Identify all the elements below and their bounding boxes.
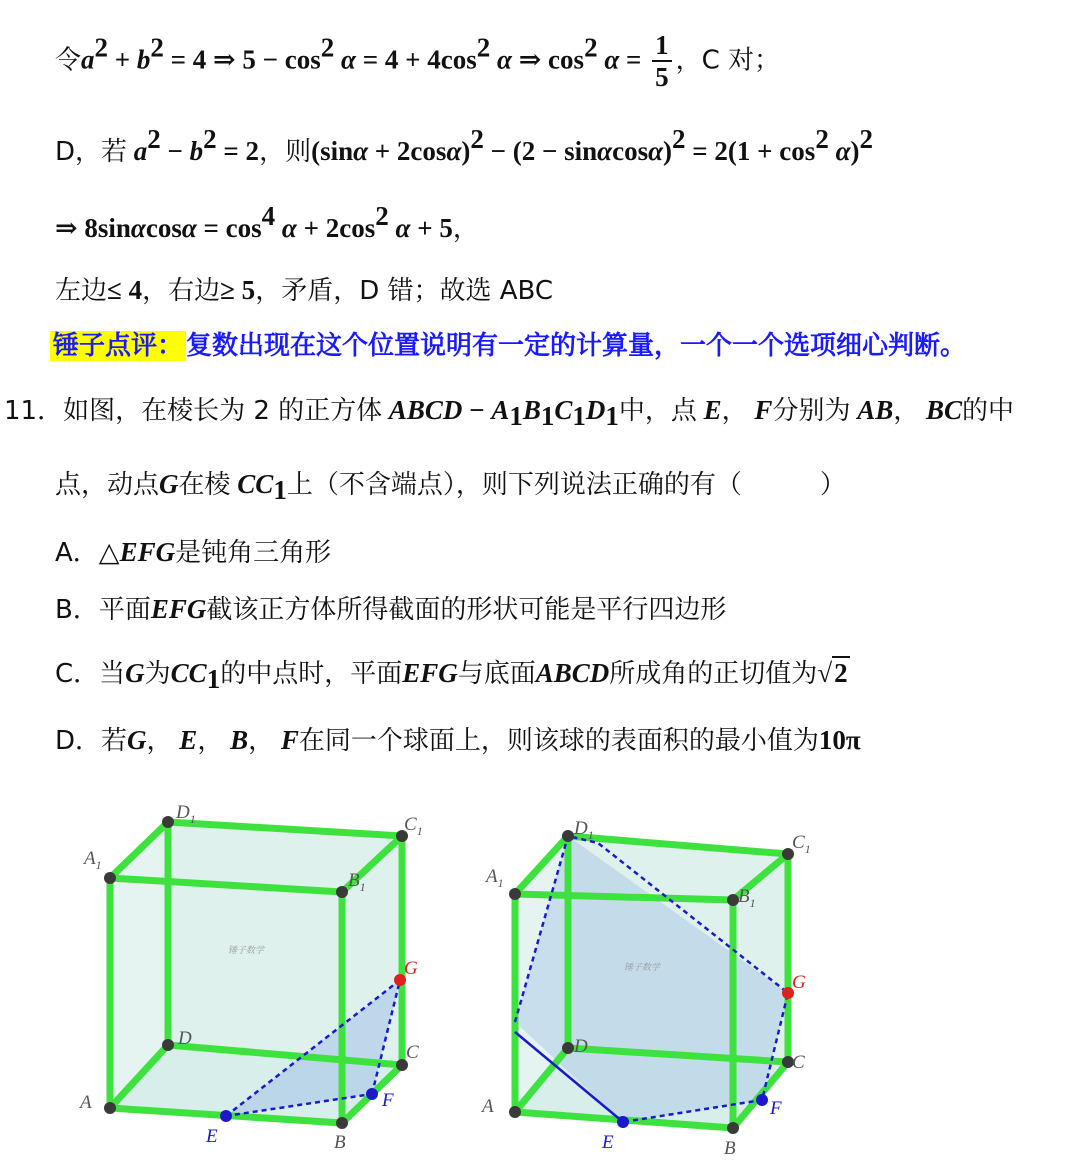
solution-line-2: D，若 $a^2 - b^2 = 2$，则$(\sin\alpha + 2\cos\alpha)^2 - (2 - \sin\alpha\cos\alpha)^2 = 2(1 + \cos^2 \alpha)^2$: [55, 124, 873, 167]
comment-line: [50, 328, 966, 364]
point-e: [617, 1116, 629, 1128]
svg-text:C: C: [792, 1052, 805, 1073]
option-d: D．若G， E， B， F在同一个球面上，则该球的表面积的最小值为10π: [55, 725, 861, 756]
svg-text:D: D: [574, 1036, 588, 1057]
svg-text:A1: $A_1$: [486, 866, 504, 890]
option-a: A．△EFG是钝角三角形: [55, 537, 332, 568]
figure-cube-right: [470, 810, 870, 1165]
svg-text:D1: $D_1$: [176, 802, 196, 826]
point-e: [220, 1110, 232, 1122]
comment-text: 复数出现在这个位置说明有一定的计算量，一个一个选项细心判断。: [186, 331, 967, 361]
solution-line-3: ⇒ $8\sin\alpha\cos\alpha = \cos^4 \alpha + 2\cos^2$ α + 5，: [55, 201, 479, 244]
svg-text:B1: $B_1$: [348, 870, 366, 894]
sqrt-two: √2: [817, 658, 848, 688]
point-f: [756, 1094, 768, 1106]
question-11-line-2: 点，动点G在棱 $CC_1$上（不含端点），则下列说法正确的有（ ）: [55, 469, 846, 505]
watermark: 锤子数学: [624, 963, 661, 973]
solution-line-1: 令$a^2 + b^2 = 4$ ⇒ $5 - \cos^2 \alpha = 4 + 4\cos^2$ α ⇒ $\cos^2 \alpha$ = $\frac{1}{5}$ ，C 对；: [55, 30, 781, 92]
svg-text:A1: $A_1$: [84, 848, 102, 872]
option-b: B．平面EFG截该正方体所得截面的形状可能是平行四边形: [55, 594, 727, 625]
svg-text:C1: $C_1$: [404, 814, 423, 838]
svg-text:B: B: [724, 1138, 736, 1159]
svg-text:F: F: [382, 1090, 394, 1111]
svg-text:D: D: [178, 1028, 192, 1049]
svg-text:G: G: [792, 972, 806, 993]
point-f: [366, 1088, 378, 1100]
svg-text:E: E: [602, 1132, 614, 1153]
svg-text:C1: $C_1$: [792, 832, 811, 856]
svg-text:B: B: [334, 1132, 346, 1153]
comment-tag: 锤子点评：: [50, 331, 186, 361]
svg-text:E: E: [206, 1126, 218, 1147]
svg-text:F: F: [770, 1098, 782, 1119]
fraction-one-fifth: $\frac{1}{5}$: [652, 30, 672, 92]
svg-text:B1: $B_1$: [738, 886, 756, 910]
svg-text:G: G: [404, 958, 418, 979]
svg-text:C: C: [406, 1042, 419, 1063]
solution-line-4: 左边≤ 4，右边≥ 5，矛盾，D 错；故选 ABC: [55, 275, 554, 306]
option-c: C．当G为$CC_1$的中点时，平面EFG与底面ABCD所成角的正切值为√2: [55, 655, 850, 692]
question-11-line-1: 11．如图，在棱长为 2 的正方体 ABCD − $A_1B_1C_1D_1$中，点 E， F分别为 AB， BC的中: [4, 395, 1015, 431]
watermark: 锤子数学: [228, 946, 265, 956]
svg-text:D1: $D_1$: [574, 818, 594, 842]
svg-text:A: A: [80, 1092, 92, 1113]
svg-text:A: A: [482, 1096, 494, 1117]
figure-cube-left: [60, 790, 460, 1160]
